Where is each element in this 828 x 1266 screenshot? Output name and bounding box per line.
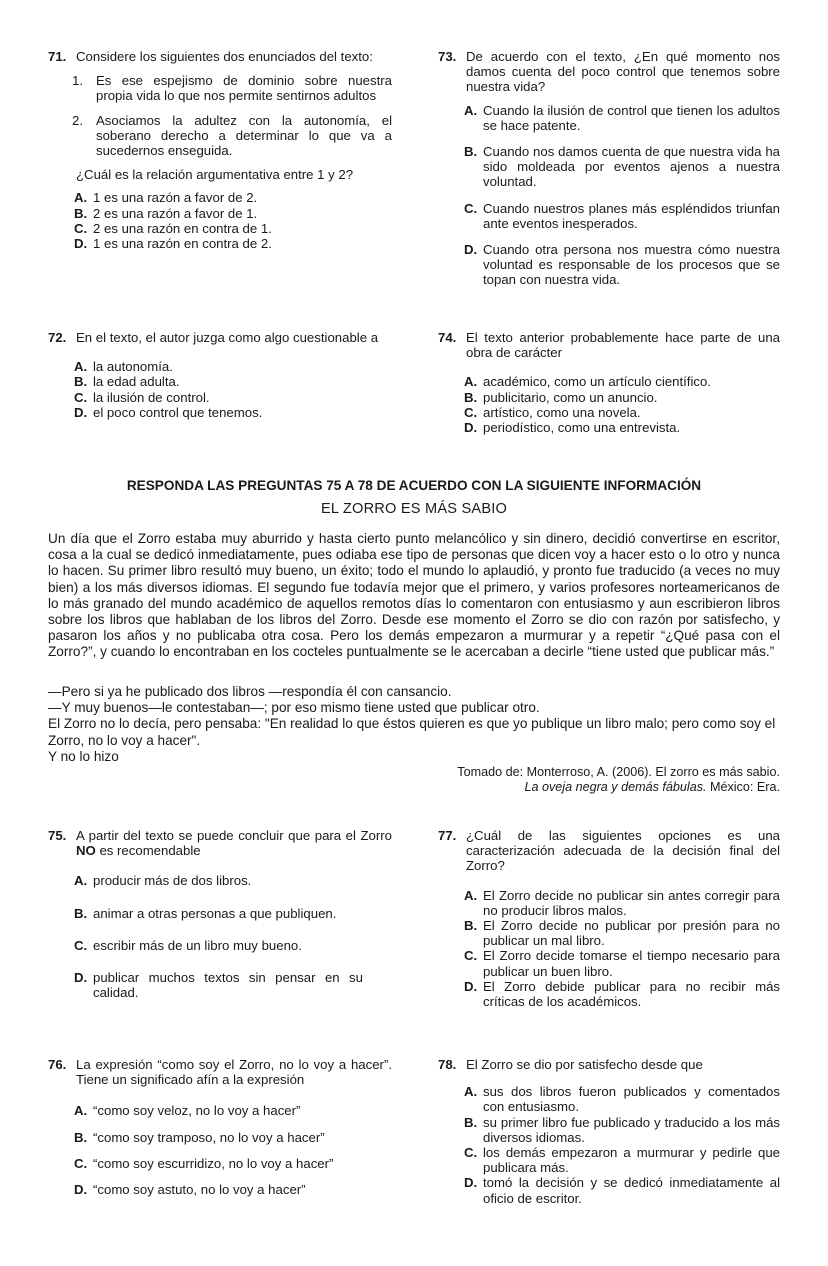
option-a[interactable]: A. El Zorro decide no publicar sin antes corregir para no producir libros malos. — [464, 887, 780, 918]
question-73 — [438, 49, 780, 288]
option-c[interactable]: C. El Zorro decide tomarse el tiempo necesario para publicar un buen libro. — [464, 948, 780, 979]
question-stem: De acuerdo con el texto, ¿En qué momento nos damos cuenta del poco control que tenemos sobre nuestra vida? — [466, 49, 780, 95]
option-a[interactable]: A. académico, como un artículo científico. — [464, 374, 711, 390]
question-number: 71. — [48, 49, 67, 64]
statement-1: 1. Es ese espejismo de dominio sobre nuestra propia vida lo que nos permite sentirnos adultos — [72, 73, 392, 104]
dialogue-line: —Pero si ya he publicado dos libros —respondía él con cansancio. — [48, 684, 452, 699]
question-stem: A partir del texto se puede concluir que para el Zorro NO es recomendable — [76, 828, 392, 859]
option-c[interactable]: C. escribir más de un libro muy bueno. — [74, 937, 302, 953]
question-77 — [438, 828, 780, 1009]
option-d[interactable]: D. publicar muchos textos sin pensar en su calidad. — [74, 970, 363, 1001]
option-d[interactable]: D. tomó la decisión y se dedicó inmediatamente al oficio de escritor. — [464, 1175, 780, 1206]
question-number: 74. — [438, 330, 457, 345]
question-stem: El Zorro se dio por satisfecho desde que — [466, 1057, 703, 1072]
story-dialogue — [48, 684, 780, 765]
question-stem: Considere los siguientes dos enunciados del texto: — [76, 49, 373, 64]
statement-2: 2. Asociamos la adultez con la autonomía, el soberano derecho a determinar lo que va a sucedernos enseguida. — [72, 112, 392, 159]
option-c[interactable]: C. los demás empezaron a murmurar y pedirle que publicara más. — [464, 1145, 780, 1176]
option-d[interactable]: D. “como soy astuto, no lo voy a hacer” — [74, 1182, 306, 1198]
question-78 — [438, 1057, 780, 1206]
option-b[interactable]: B. la edad adulta. — [74, 374, 180, 390]
question-number: 76. — [48, 1057, 67, 1072]
option-a[interactable]: A. la autonomía. — [74, 359, 173, 375]
question-74 — [438, 330, 780, 435]
question-stem: En el texto, el autor juzga como algo cuestionable a — [76, 330, 379, 345]
question-number: 73. — [438, 49, 457, 64]
option-b[interactable]: B. Cuando nos damos cuenta de que nuestra vida ha sido moldeada por eventos ajenos a nuestra voluntad. — [464, 144, 780, 190]
story-paragraph: Un día que el Zorro estaba muy aburrido y hasta cierto punto melancólico y sin dinero, decidió convertirse en escritor, cosa a la cual se dedicó inmediatamente, pues odiaba ese tipo de personas que dicen voy a hacer esto o lo otro y nunca lo hacen. Su primer libro resultó muy bueno, un éxito; todo el mundo lo aplaudió, y pronto fue traducido (a veces no muy bien) a los más diversos idiomas. El segundo fue todavía mejor que el primero, y varios profesores norteamericanos de lo más granado del mundo académico de aquellos remotos días lo comentaron con entusiasmo y aun escribieron libros sobre los libros que hablaban de los libros del Zorro. Desde ese momento el Zorro se dio con razón por satisfecho, y pasaron los años y no publicaba otra cosa. Pero los demás empezaron a murmurar y a repetir “¿Qué pasa con el Zorro?”, y cuando lo encontraban en los cocteles puntualmente se le acercaban a decirle “tiene usted que publicar más.” — [48, 531, 780, 660]
question-75 — [48, 828, 392, 1000]
question-number: 78. — [438, 1057, 457, 1072]
option-a[interactable]: A. producir más de dos libros. — [74, 873, 252, 889]
option-c[interactable]: C. 2 es una razón en contra de 1. — [74, 220, 272, 236]
question-number: 77. — [438, 828, 457, 843]
question-stem: El texto anterior probablemente hace parte de una obra de carácter — [466, 330, 780, 361]
option-b[interactable]: B. su primer libro fue publicado y traducido a los más diversos idiomas. — [464, 1114, 780, 1145]
option-d[interactable]: D. el poco control que tenemos. — [74, 404, 263, 420]
question-prompt: ¿Cuál es la relación argumentativa entre 1 y 2? — [76, 167, 354, 183]
option-c[interactable]: C. artístico, como una novela. — [464, 404, 641, 420]
option-d[interactable]: D. 1 es una razón en contra de 2. — [74, 236, 272, 252]
option-a[interactable]: A. sus dos libros fueron publicados y comentados con entusiasmo. — [464, 1084, 780, 1115]
dialogue-line: —Y muy buenos—le contestaban—; por eso mismo tiene usted que publicar otro. — [48, 700, 540, 716]
option-c[interactable]: C. la ilusión de control. — [74, 389, 210, 405]
option-b[interactable]: B. publicitario, como un anuncio. — [464, 389, 658, 405]
source-citation: Tomado de: Monterroso, A. (2006). El zorro es más sabio. La oveja negra y demás fábulas. México: Era. — [457, 765, 780, 795]
question-stem: ¿Cuál de las siguientes opciones es una caracterización adecuada de la decisión final del Zorro? — [466, 828, 780, 874]
question-stem: La expresión “como soy el Zorro, no lo voy a hacer”. Tiene un significado afín a la expresión — [76, 1057, 392, 1088]
option-b[interactable]: B. “como soy tramposo, no lo voy a hacer” — [74, 1129, 325, 1145]
option-a[interactable]: A. Cuando la ilusión de control que tienen los adultos se hace patente. — [464, 102, 780, 133]
option-a[interactable]: A. “como soy veloz, no lo voy a hacer” — [74, 1103, 301, 1119]
option-d[interactable]: D. periodístico, como una entrevista. — [464, 420, 681, 436]
dialogue-line: El Zorro no lo decía, pero pensaba: "En realidad lo que éstos quieren es que yo publique un libro malo; pero como soy el Zorro, no lo voy a hacer". — [48, 716, 776, 748]
option-c[interactable]: C. Cuando nuestros planes más espléndidos triunfan ante eventos inesperados. — [464, 200, 780, 231]
option-d[interactable]: D. El Zorro debide publicar para no recibir más críticas de los académicos. — [464, 978, 780, 1010]
question-76 — [48, 1057, 392, 1197]
option-d[interactable]: D. Cuando otra persona nos muestra cómo nuestra voluntad es responsable de los procesos que se topan con nuestra vida. — [464, 242, 780, 288]
option-b[interactable]: B. 2 es una razón a favor de 1. — [74, 205, 258, 221]
option-c[interactable]: C. “como soy escurridizo, no lo voy a hacer” — [74, 1155, 334, 1171]
source-book-title: La oveja negra y demás fábulas. — [524, 780, 707, 795]
question-72 — [48, 330, 392, 420]
option-b[interactable]: B. animar a otras personas a que publiquen. — [74, 905, 337, 921]
dialogue-line: Y no lo hizo — [48, 748, 119, 764]
question-number: 75. — [48, 828, 67, 843]
option-b[interactable]: B. El Zorro decide no publicar por presión para no publicar un mal libro. — [464, 918, 780, 949]
question-number: 72. — [48, 330, 67, 345]
section-instruction: RESPONDA LAS PREGUNTAS 75 A 78 DE ACUERDO CON LA SIGUIENTE INFORMACIÓN — [126, 478, 702, 493]
question-71 — [48, 49, 392, 251]
story-title: EL ZORRO ES MÁS SABIO — [320, 501, 508, 517]
option-a[interactable]: A. 1 es una razón a favor de 2. — [74, 190, 258, 206]
source-line-1: Tomado de: Monterroso, A. (2006). El zorro es más sabio. — [457, 765, 780, 779]
